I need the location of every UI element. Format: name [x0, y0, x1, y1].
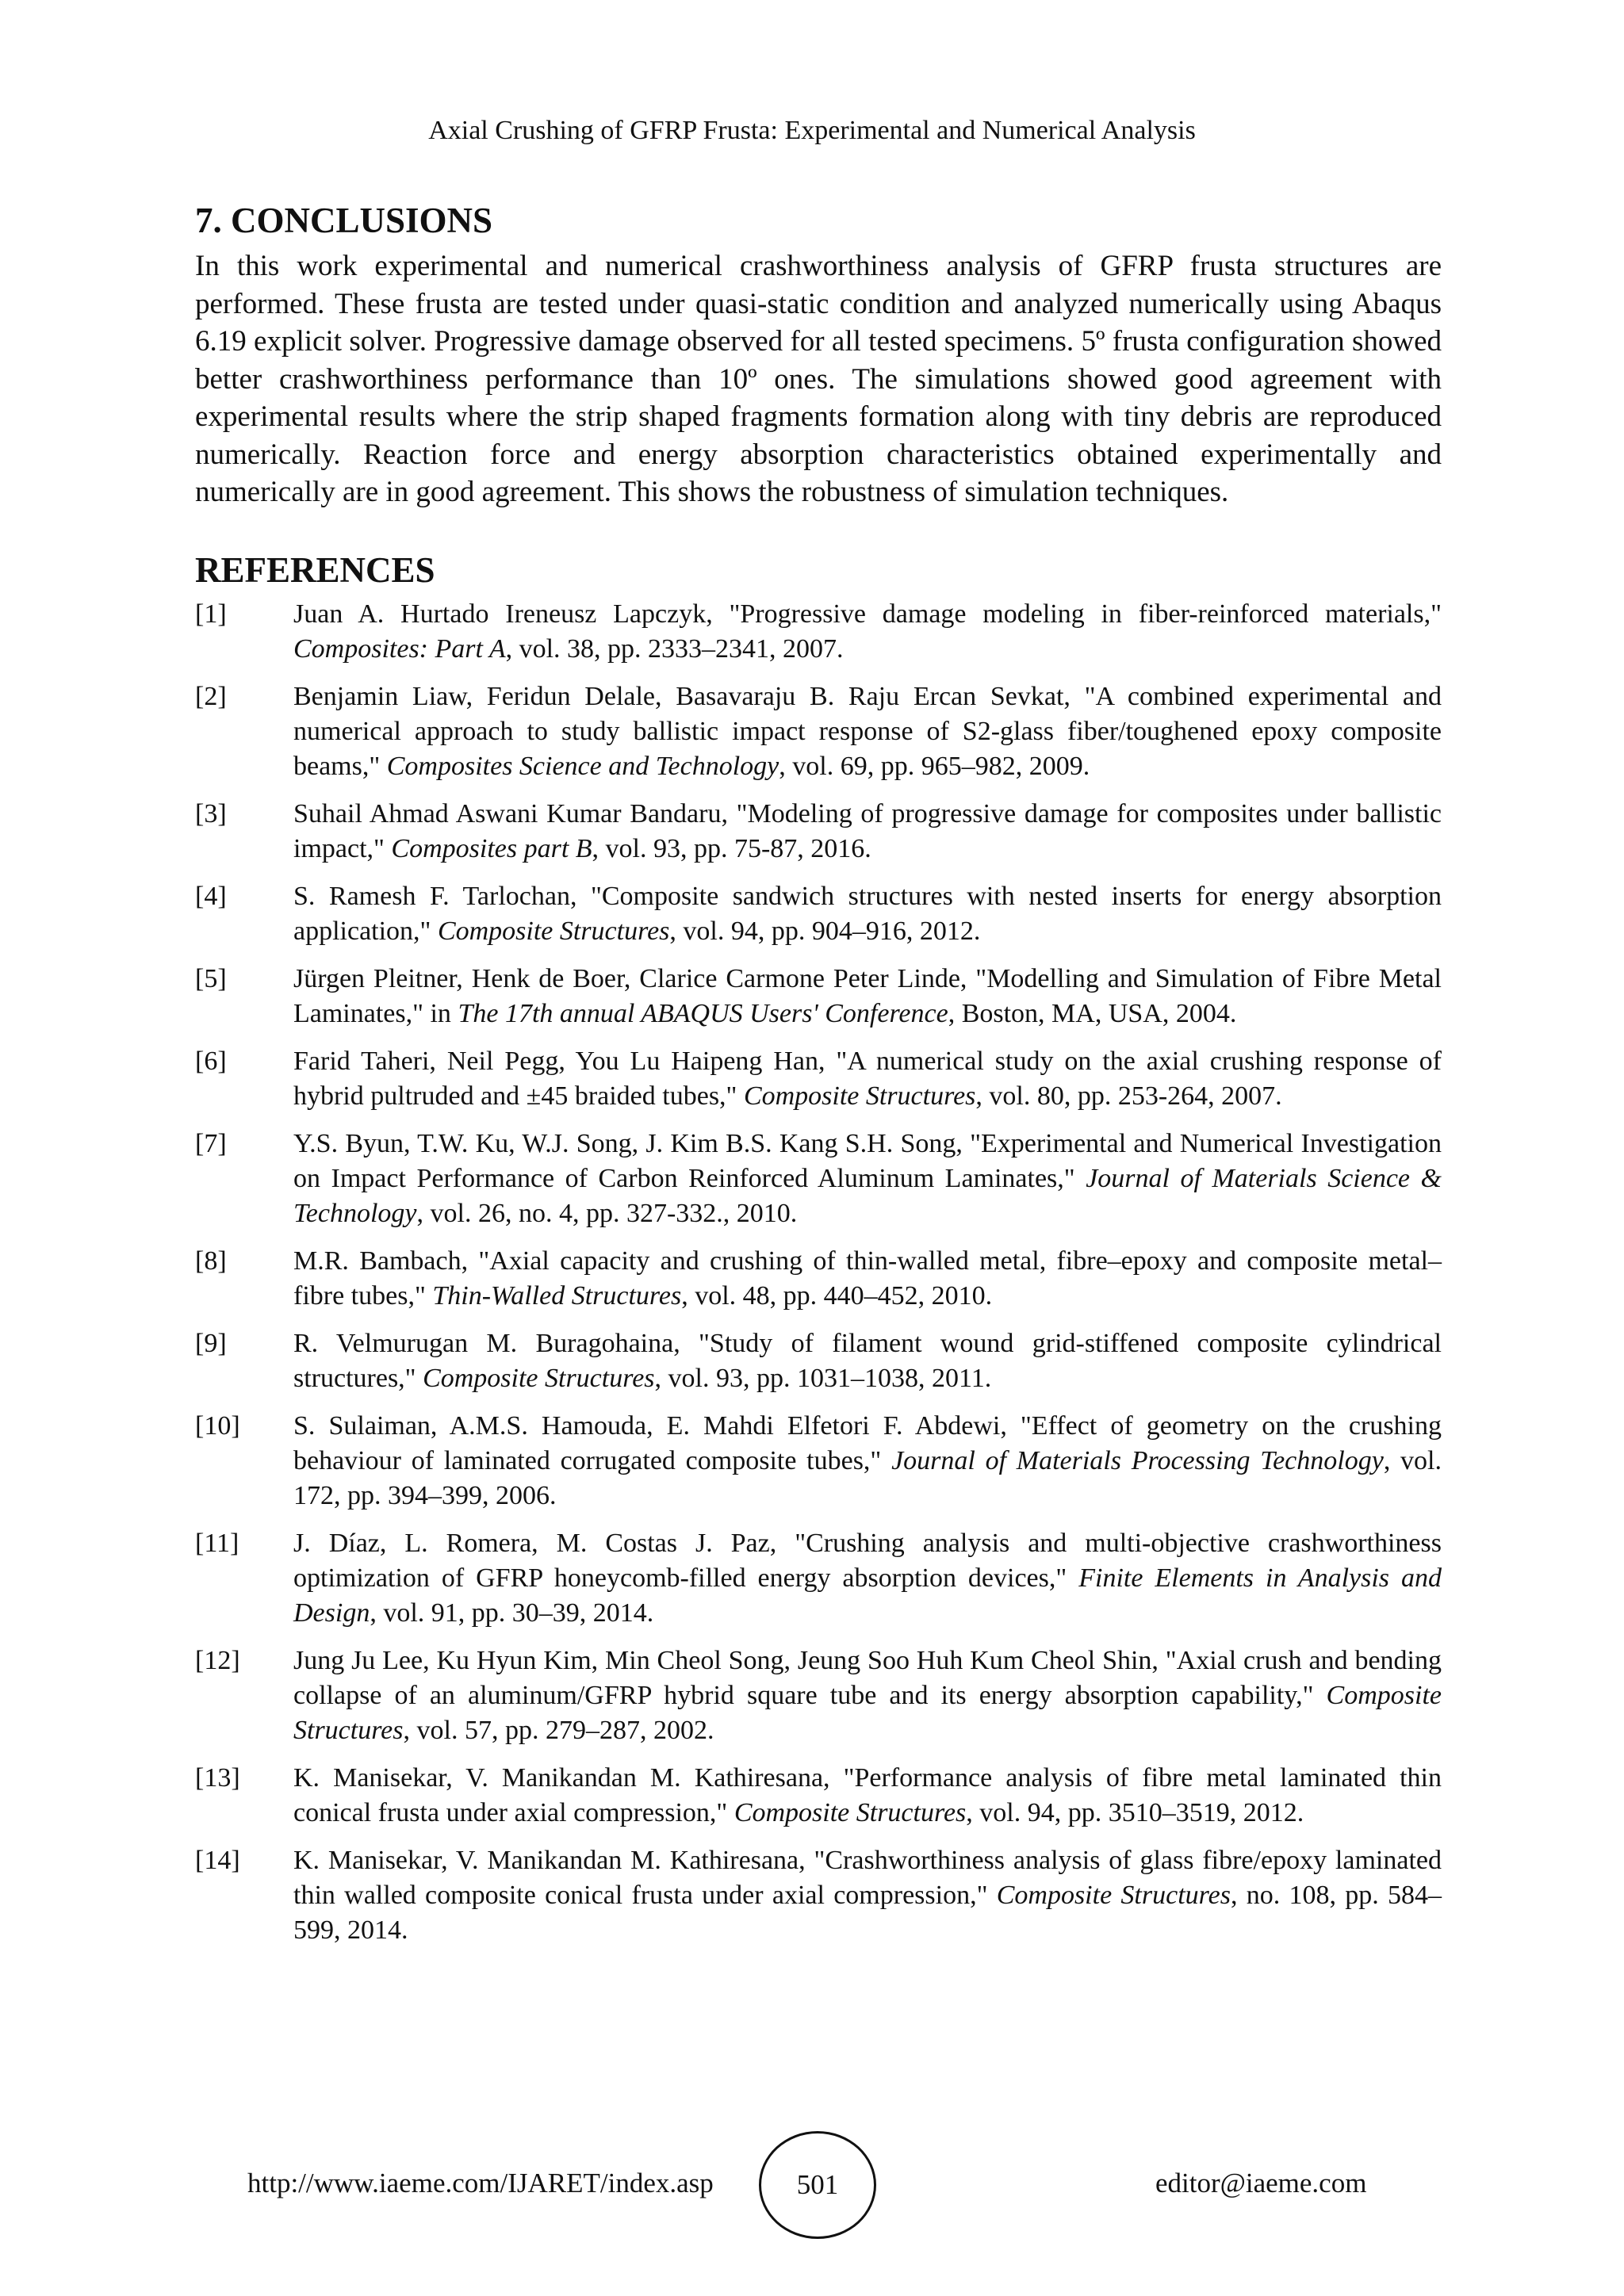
reference-text [293, 1526, 1442, 1631]
reference-authors-title: Jürgen Pleitner, Henk de Boer, Clarice Carmone Peter Linde, "Modelling and Simulation of Fibre Metal Laminates," in [293, 963, 1442, 1028]
reference-venue: Composite Structures [437, 916, 670, 946]
reference-number: [3] [195, 798, 227, 828]
reference-venue: Composite Structures [733, 1797, 967, 1827]
reference-item [195, 1644, 1442, 1748]
reference-authors-title: S. Sulaiman, A.M.S. Hamouda, E. Mahdi Elfetori F. Abdewi, "Effect of geometry on the crushing behaviour of laminated corrugated composite tubes," [293, 1410, 1442, 1475]
reference-venue: Composites: Part A [293, 633, 506, 664]
reference-authors-title: Juan A. Hurtado Ireneusz Lapczyk, "Progressive damage modeling in fiber-reinforced materials," [293, 599, 1442, 629]
reference-authors-title: J. Díaz, L. Romera, M. Costas J. Paz, "Crushing analysis and multi-objective crashworthiness optimization of GFRP honeycomb-filled energy absorption devices," [293, 1528, 1442, 1593]
reference-authors-title: Farid Taheri, Neil Pegg, You Lu Haipeng Han, "A numerical study on the axial crushing response of hybrid pultruded and ±45 braided tubes," [293, 1046, 1442, 1111]
reference-venue: Composite Structures [743, 1081, 976, 1111]
reference-text [293, 679, 1442, 784]
reference-number: [2] [195, 681, 227, 711]
reference-details: , vol. 91, pp. 30–39, 2014. [370, 1598, 654, 1628]
reference-item [195, 1044, 1442, 1114]
reference-details: , vol. 57, pp. 279–287, 2002. [403, 1715, 714, 1745]
reference-text [293, 962, 1442, 1031]
reference-number: [5] [195, 963, 227, 993]
footer-email-link[interactable]: editor@iaeme.com [1155, 2168, 1367, 2198]
reference-item [195, 879, 1442, 949]
reference-text [293, 1326, 1442, 1396]
reference-details: , vol. 38, pp. 2333–2341, 2007. [505, 633, 844, 664]
reference-details: , vol. 94, pp. 3510–3519, 2012. [966, 1797, 1304, 1827]
reference-details: , vol. 69, pp. 965–982, 2009. [779, 751, 1090, 781]
reference-item [195, 1409, 1442, 1513]
reference-item [195, 1843, 1442, 1948]
reference-authors-title: Jung Ju Lee, Ku Hyun Kim, Min Cheol Song, Jeung Soo Huh Kum Cheol Shin, "Axial crush and bending collapse of an aluminum/GFRP hybrid square tube and its energy absorption capability," [293, 1645, 1442, 1710]
reference-item [195, 597, 1442, 667]
reference-item [195, 1526, 1442, 1631]
reference-venue: Composite Structures [996, 1880, 1231, 1910]
reference-text [293, 797, 1442, 867]
reference-text [293, 1644, 1442, 1748]
reference-venue: Journal of Materials Science & Technology [293, 1163, 1442, 1228]
reference-venue: Thin-Walled Structures [432, 1280, 682, 1311]
reference-item [195, 1761, 1442, 1831]
reference-text [293, 1127, 1442, 1231]
reference-venue: Composites part B [391, 833, 592, 863]
reference-number: [12] [195, 1645, 240, 1675]
reference-item [195, 962, 1442, 1031]
reference-details: , vol. 94, pp. 904–916, 2012. [669, 916, 981, 946]
reference-number: [13] [195, 1762, 240, 1793]
reference-number: [8] [195, 1246, 227, 1276]
reference-details: , vol. 172, pp. 394–399, 2006. [293, 1445, 1442, 1510]
reference-authors-title: S. Ramesh F. Tarlochan, "Composite sandwich structures with nested inserts for energy absorption application," [293, 881, 1442, 946]
references-heading: REFERENCES [195, 549, 435, 590]
reference-venue: Composites Science and Technology [386, 751, 779, 781]
reference-number: [4] [195, 881, 227, 911]
conclusions-paragraph: In this work experimental and numerical crashworthiness analysis of GFRP frusta structures are performed. These frusta are tested under quasi-static condition and analyzed numerically using Abaqus 6.19 explicit solver. Progressive damage observed for all tested specimens. 5º frusta configuration showed better crashworthiness performance than 10º ones. The simulations showed good agreement with experimental results where the strip shaped fragments formation along with tiny debris are reproduced numerically. Reaction force and energy absorption characteristics obtained experimentally and numerically are in good agreement. This shows the robustness of simulation techniques. [195, 250, 1442, 508]
reference-number: [7] [195, 1128, 227, 1158]
reference-text [293, 1409, 1442, 1513]
reference-authors-title: K. Manisekar, V. Manikandan M. Kathiresana, "Crashworthiness analysis of glass fibre/epoxy laminated thin walled composite conical frusta under axial compression," [293, 1845, 1442, 1910]
reference-authors-title: Y.S. Byun, T.W. Ku, W.J. Song, J. Kim B.S. Kang S.H. Song, "Experimental and Numerical Investigation on Impact Performance of Carbon Reinforced Aluminum Laminates," [293, 1128, 1442, 1193]
reference-item [195, 1127, 1442, 1231]
reference-item [195, 1244, 1442, 1314]
reference-authors-title: K. Manisekar, V. Manikandan M. Kathiresana, "Performance analysis of fibre metal laminated thin conical frusta under axial compression," [293, 1762, 1442, 1827]
reference-venue: Finite Elements in Analysis and Design [293, 1563, 1442, 1628]
reference-authors-title: R. Velmurugan M. Buragohaina, "Study of filament wound grid-stiffened composite cylindrical structures," [293, 1328, 1442, 1393]
reference-details: , vol. 26, no. 4, pp. 327-332., 2010. [416, 1198, 798, 1228]
reference-text [293, 1044, 1442, 1114]
reference-list [195, 597, 1442, 1948]
reference-number: [10] [195, 1410, 240, 1441]
reference-details: , vol. 80, pp. 253-264, 2007. [975, 1081, 1282, 1111]
reference-item [195, 797, 1442, 867]
reference-authors-title: Benjamin Liaw, Feridun Delale, Basavaraju B. Raju Ercan Sevkat, "A combined experimental and numerical approach to study ballistic impact response of S2-glass fiber/toughened epoxy composite beams," [293, 681, 1442, 781]
reference-details: , vol. 48, pp. 440–452, 2010. [681, 1280, 993, 1311]
page-content [195, 198, 1442, 1961]
reference-number: [14] [195, 1845, 240, 1875]
reference-item [195, 1326, 1442, 1396]
reference-details: , vol. 93, pp. 75-87, 2016. [592, 833, 871, 863]
conclusions-heading: 7. CONCLUSIONS [195, 201, 493, 240]
reference-item [195, 679, 1442, 784]
reference-number: [1] [195, 599, 227, 629]
reference-venue: Journal of Materials Processing Technology [891, 1445, 1384, 1475]
reference-details: , vol. 93, pp. 1031–1038, 2011. [654, 1363, 992, 1393]
reference-authors-title: M.R. Bambach, "Axial capacity and crushing of thin-walled metal, fibre–epoxy and composite metal–fibre tubes," [293, 1246, 1442, 1311]
reference-venue: The 17th annual ABAQUS Users' Conference [458, 998, 948, 1028]
reference-text [293, 597, 1442, 667]
footer-url-link[interactable]: http://www.iaeme.com/IJARET/index.asp [247, 2168, 714, 2198]
running-header: Axial Crushing of GFRP Frusta: Experimental and Numerical Analysis [428, 116, 1196, 145]
reference-number: [9] [195, 1328, 227, 1358]
reference-text [293, 1244, 1442, 1314]
reference-text [293, 1843, 1442, 1948]
reference-venue: Composite Structures [423, 1363, 655, 1393]
reference-details: , no. 108, pp. 584–599, 2014. [293, 1880, 1442, 1945]
reference-number: [6] [195, 1046, 227, 1076]
reference-details: , Boston, MA, USA, 2004. [948, 998, 1237, 1028]
reference-text [293, 879, 1442, 949]
reference-number: [11] [195, 1528, 239, 1558]
page-number: 501 [759, 2131, 876, 2239]
reference-authors-title: Suhail Ahmad Aswani Kumar Bandaru, "Modeling of progressive damage for composites under ballistic impact," [293, 798, 1442, 863]
reference-text [293, 1761, 1442, 1831]
reference-venue: Composite Structures [293, 1680, 1442, 1745]
